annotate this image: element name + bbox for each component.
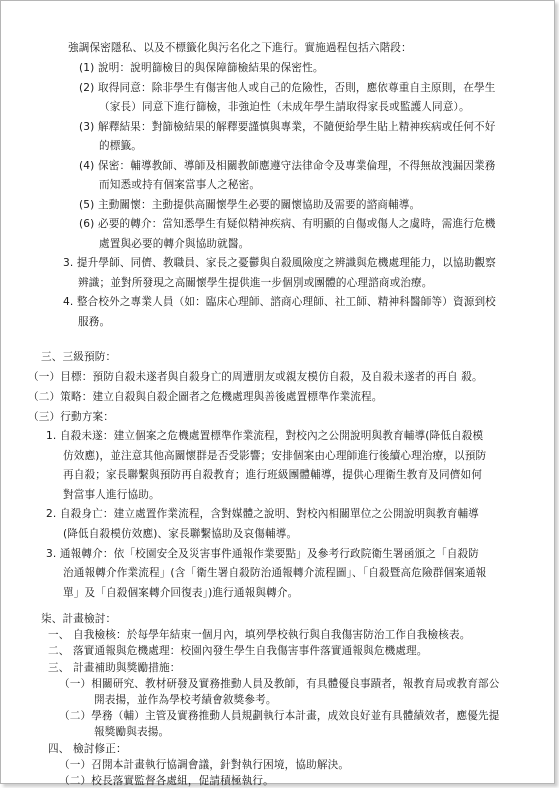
step-2-cont: （家長）同意下進行篩檢，非強迫性（未成年學生請取得家長或監護人同意）。 bbox=[99, 101, 470, 113]
review-3-sub-1: （一）相關研究、教材研發及實務推動人員及教師，有具體優良事蹟者，報教育局或教育部公 bbox=[59, 677, 500, 690]
strategy-line: （二）策略：建立自殺與自殺企圖者之危機處理與善後處置標準作業流程。 bbox=[28, 391, 383, 403]
item-4-cont: 服務。 bbox=[78, 316, 111, 328]
action-2-line: 2. 自殺身亡：建立處置作業流程，含對媒體之說明、對校內相關單位之公開說明與教育輔導 bbox=[46, 508, 479, 520]
step-3-line: (3) 解釋結果：對篩檢結果的解釋要謹慎與專業，不隨便給學生貼上精神疾病或任何不好 bbox=[79, 121, 496, 133]
review-4-sub-1: （一）召開本計畫執行協調會議，針對執行困境，協助解決。 bbox=[59, 758, 350, 771]
action-3-line: 3. 通報轉介：依「校園安全及災害事件通報作業要點」及參考行政院衛生署函頒之「自殺防 bbox=[46, 548, 479, 560]
review-item-2: 二、 落實通報與危機處理：校園內發生學生自我傷害事件落實通報與危機處理。 bbox=[48, 645, 428, 658]
action-1-cont-1: 仿效應)，並注意其他高關懷群是否受影響；安排個案由心理師進行後續心理治療，以預防 bbox=[63, 450, 487, 462]
step-4-line: (4) 保密：輔導教師、導師及相關教師應遵守法律命令及專業倫理，不得無故洩漏因業務 bbox=[79, 160, 496, 172]
step-1-line: (1) 說明：說明篩檢目的與保障篩檢結果的保密性。 bbox=[79, 62, 324, 74]
review-item-4: 四、 檢討修正： bbox=[48, 742, 127, 755]
review-3-sub-2-cont: 報獎勵與表揚。 bbox=[94, 726, 170, 739]
item-3-cont: 辨識；並對所發現之高關懷學生提供進一步個別或團體的心理諮商或治療。 bbox=[78, 277, 433, 289]
review-3-sub-1-cont: 開表揚，並作為學校考績會敘獎參考。 bbox=[94, 694, 277, 706]
action-1-cont-2: 再自殺；家長聯繫與預防再自殺教育；進行班級團體輔導，提供心理衛生教育及同儕如何 bbox=[63, 469, 483, 481]
action-3-cont-2: 單」及「自殺個案轉介回復表」)進行通報與轉介。 bbox=[63, 587, 299, 599]
action-3-cont-1: 治通報轉介作業流程」(含「衛生署自殺防治通報轉介流程圖」、「自殺暨高危險群個案通報 bbox=[63, 567, 487, 579]
action-1-line: 1. 自殺未遂：建立個案之危機處置標準作業流程，對校內之公開說明與教育輔導(降低自殺模 bbox=[46, 430, 484, 442]
section-heading-tertiary: 三、三級預防： bbox=[41, 351, 117, 363]
action-2-cont: (降低自殺模仿效應)、家長聯繫協助及哀傷輔導。 bbox=[63, 528, 298, 540]
action-1-cont-3: 對當事人進行協助。 bbox=[63, 489, 160, 501]
intro-line: 強調保密隱私、以及不標籤化與污名化之下進行。實施過程包括六階段： bbox=[68, 42, 412, 54]
step-2-line: (2) 取得同意：除非學生有傷害他人或自己的危險性，否則，應依尊重自主原則，在學生 bbox=[79, 82, 496, 94]
step-4-cont: 而知悉或持有個案當事人之秘密。 bbox=[99, 179, 261, 191]
action-plan-heading: （三）行動方案： bbox=[28, 411, 114, 423]
section-heading-review: 柒、計畫檢討： bbox=[41, 613, 117, 625]
step-3-cont: 的標籤。 bbox=[99, 140, 142, 152]
step-6-line: (6) 必要的轉介：當知悉學生有疑似精神疾病、有明顯的自傷或傷人之虞時，需進行危機 bbox=[79, 218, 496, 230]
review-3-sub-2: （二）學務（輔）主管及實務推動人員規劃執行本計畫，成效良好並有具體績效者，應優先提 bbox=[59, 710, 500, 723]
step-5-line: (5) 主動關懷：主動提供高關懷學生必要的關懷協助及需要的諮商輔導。 bbox=[79, 199, 421, 211]
item-3-line: 3. 提升學師、同儕、教職員、家長之憂鬱與自殺風險度之辨識與危機處理能力，以協助觀察 bbox=[63, 257, 496, 269]
review-4-sub-2: （二）校長落實監督各處組，促請積極執行。 bbox=[59, 775, 274, 787]
goal-line: （一）目標：預防自殺未遂者與自殺身亡的周遭朋友或親友模仿自殺，及自殺未遂者的再自 殺。 bbox=[28, 371, 483, 383]
step-6-cont: 處置與必要的轉介與協助就醫。 bbox=[99, 238, 250, 250]
item-4-line: 4. 整合校外之專業人員（如：臨床心理師、諮商心理師、社工師、精神科醫師等）資源到校 bbox=[63, 296, 496, 308]
review-item-1: 一、 自我檢核：於每學年結束一個月內，填列學校執行與自我傷害防治工作自我檢核表。 bbox=[48, 629, 471, 642]
review-item-3: 三、 計畫補助與獎勵措施： bbox=[48, 661, 181, 674]
